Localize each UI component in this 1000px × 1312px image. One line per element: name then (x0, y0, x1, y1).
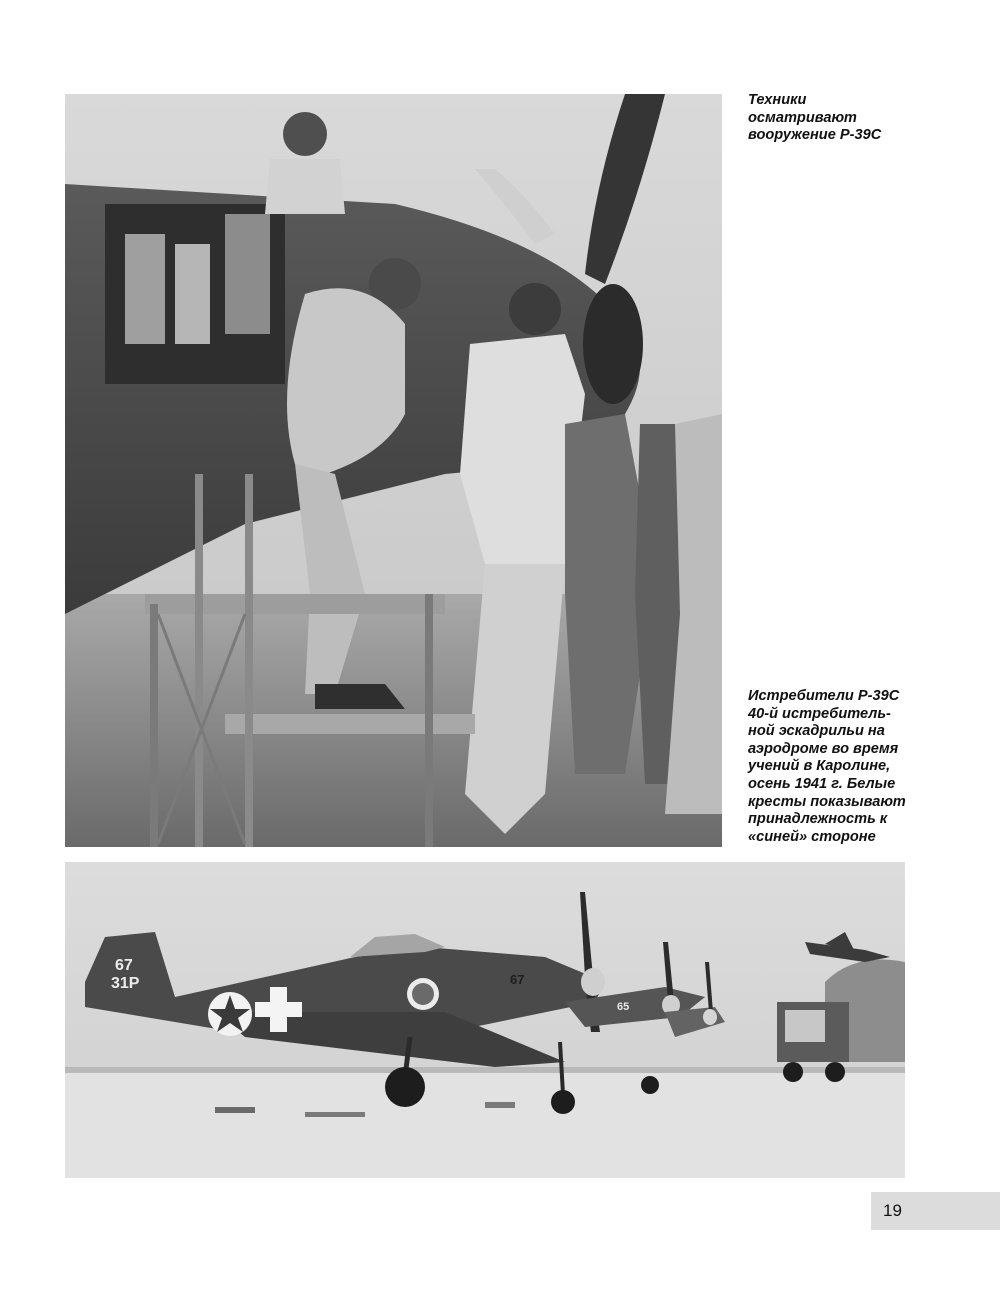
caption-bottom-line: принадлежность к (748, 811, 888, 828)
nose-number-mark: 67 (510, 972, 525, 987)
caption-bottom-line: учений в Каролине, (748, 758, 891, 775)
tail-number-mark: 67 (115, 957, 133, 974)
page-number: 19 (883, 1201, 902, 1220)
tail-code-mark: 31P (111, 975, 140, 992)
second-plane-number-mark: 65 (617, 1001, 630, 1013)
page-number-box (871, 1192, 1000, 1230)
caption-bottom-line: аэродроме во время (748, 740, 899, 757)
caption-bottom-line: кресты показывают (748, 793, 906, 810)
photo-top-illustration (65, 94, 722, 847)
caption-bottom-line: ной эскадрильи на (748, 723, 885, 740)
caption-bottom-line: 40-й истребитель- (748, 705, 891, 722)
caption-top-line: вооружение Р-39С (748, 127, 882, 144)
caption-bottom-line: «синей» стороне (748, 828, 876, 845)
photo-p39c-fighters-airfield (65, 862, 905, 1178)
caption-top (748, 92, 881, 145)
caption-top-line: осматривают (748, 109, 857, 126)
photo-bottom-illustration (65, 862, 905, 1178)
caption-bottom (748, 688, 906, 846)
photo-technicians-inspecting-p39c (65, 94, 722, 847)
caption-bottom-line: осень 1941 г. Белые (748, 775, 896, 792)
caption-bottom-line: Истребители Р-39С (748, 688, 900, 704)
caption-top-line: Техники (748, 92, 807, 108)
